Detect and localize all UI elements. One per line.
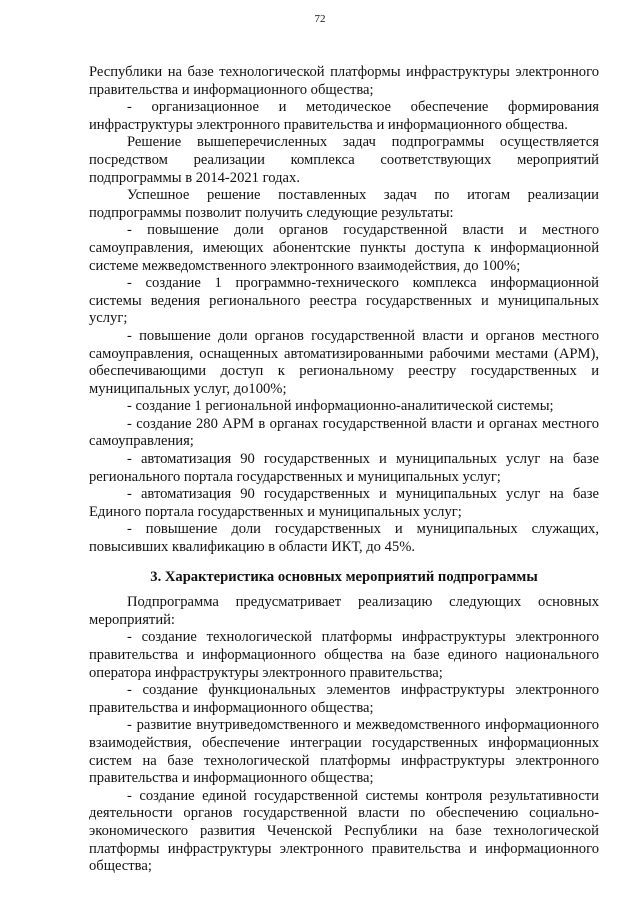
paragraph: - организационное и методическое обеспечение формирования инфраструктуры электронного правительства и информационного общества. xyxy=(89,99,599,133)
paragraph: Успешное решение поставленных задач по итогам реализации подпрограммы позволит получить следующие результаты: xyxy=(89,187,599,221)
paragraph: - автоматизация 90 государственных и муниципальных услуг на базе Единого портала государственных и муниципальных услуг; xyxy=(89,486,599,520)
paragraph: - повышение доли государственных и муниципальных служащих, повысивших квалификацию в области ИКТ, до 45%. xyxy=(89,521,599,556)
paragraph: - создание 1 региональной информационно-аналитической системы; xyxy=(127,398,554,415)
results-section xyxy=(89,64,599,557)
paragraph: - создание функциональных элементов инфраструктуры электронного правительства и информационного общества; xyxy=(89,682,599,716)
section-heading: 3. Характеристика основных мероприятий подпрограммы xyxy=(150,568,538,585)
paragraph: - создание 1 программно-технического комплекса информационной системы ведения регионального реестра государственных и муниципальных услуг; xyxy=(89,275,599,327)
paragraph: Республики на базе технологической платформы инфраструктуры электронного правительства и информационного общества; xyxy=(89,64,599,98)
activities-section xyxy=(89,594,599,876)
paragraph: - повышение доли органов государственной власти и местного самоуправления, имеющих абонентские пункты доступа к информационной системе межведомственного электронного взаимодействия, до 100%; xyxy=(89,222,599,274)
paragraph: Решение вышеперечисленных задач подпрограммы осуществляется посредством реализации комплекса соответствующих мероприятий подпрограммы в 2014-2021 годах. xyxy=(89,134,599,186)
paragraph: - автоматизация 90 государственных и муниципальных услуг на базе регионального портала государственных и муниципальных услуг; xyxy=(89,451,599,485)
paragraph: - создание единой государственной системы контроля результативности деятельности органов государственной власти по обеспечению социально-экономического развития Чеченской Республики на базе технологической платформы инфраструктуры электронного правительства и информационного общества; xyxy=(89,787,599,875)
paragraph: - создание технологической платформы инфраструктуры электронного правительства и информационного общества на базе единого национального оператора инфраструктуры электронного правительства; xyxy=(89,629,599,681)
page-number: 72 xyxy=(314,13,326,25)
paragraph: - создание 280 АРМ в органах государственной власти и органах местного самоуправления; xyxy=(89,415,599,450)
paragraph: - развитие внутриведомственного и межведомственного информационного взаимодействия, обеспечение интеграции государственных информационных систем на базе технологической платформы инфраструктуры электронного правительства и информационного общества; xyxy=(89,717,599,787)
paragraph: - повышение доли органов государственной власти и органов местного самоуправления, оснащенных автоматизированными рабочими местами (АРМ), обеспечивающими доступ к региональному реестру государственных и муниципальных услуг, до100%; xyxy=(89,327,599,397)
document-body xyxy=(89,64,599,876)
paragraph: Подпрограмма предусматривает реализацию следующих основных мероприятий: xyxy=(89,594,599,628)
